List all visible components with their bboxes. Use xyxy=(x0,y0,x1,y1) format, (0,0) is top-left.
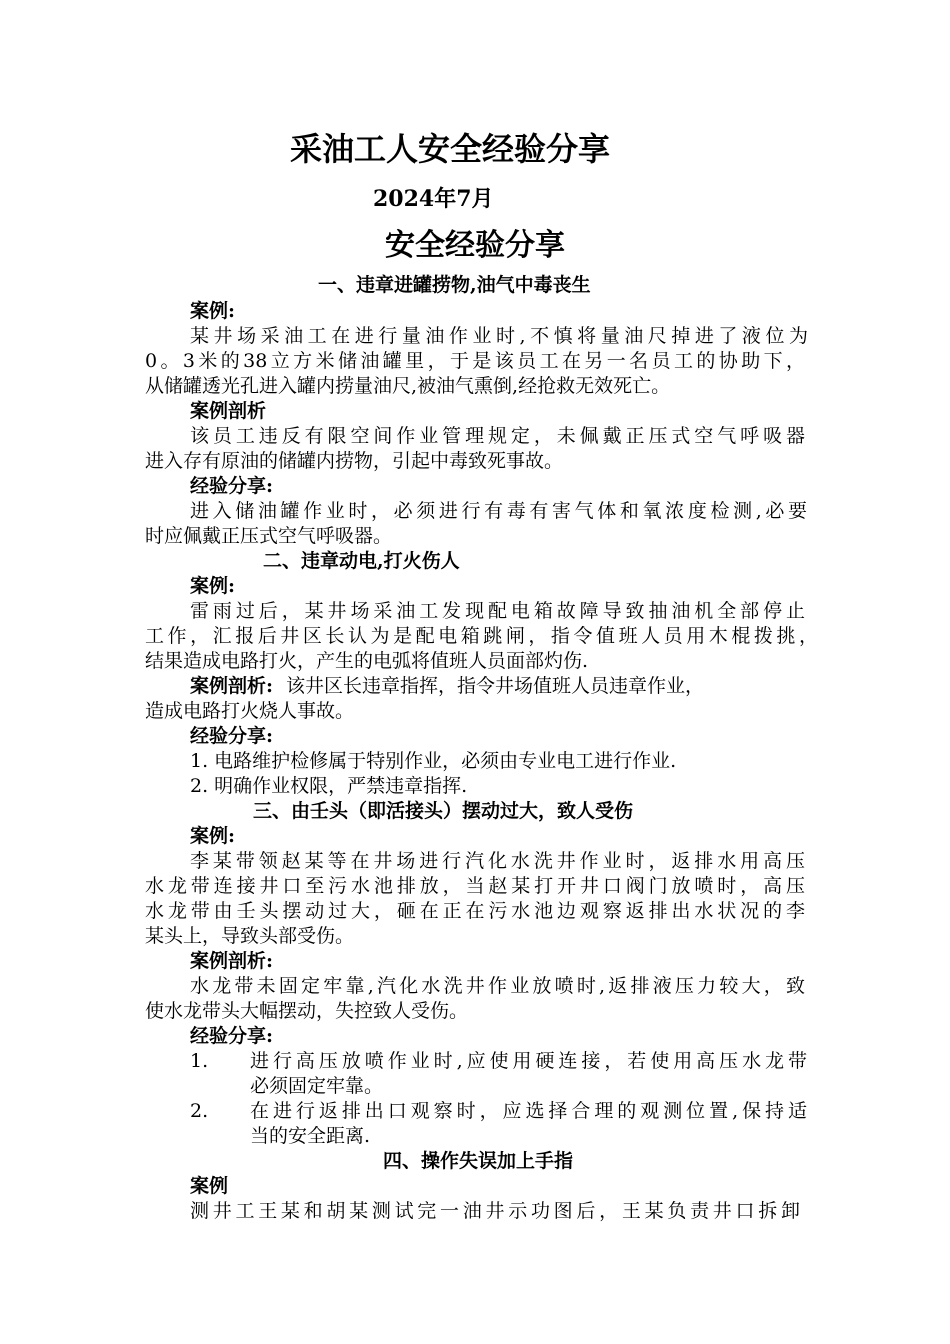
section3-case-line-3: 水龙带由壬头摆动过大，砸在正在污水池边观察返排出水状况的李 xyxy=(145,900,805,922)
section2-analysis-label: 案例剖析: xyxy=(190,675,274,697)
section3-analysis-line-1: 水龙带未固定牢靠,汽化水洗井作业放喷时,返排液压力较大，致 xyxy=(190,975,805,997)
list-number: 2. xyxy=(190,1100,209,1122)
section2-case-label: 案例: xyxy=(190,575,236,597)
section1-case-line-2: 0。3米的38立方米储油罐里，于是该员工在另一名员工的协助下， xyxy=(145,350,805,372)
section1-case-line-1: 某井场采油工在进行量油作业时,不慎将量油尺掉进了液位为 xyxy=(190,325,808,347)
section3-case-line-2: 水龙带连接井口至污水池排放，当赵某打开井口阀门放喷时，高压 xyxy=(145,875,805,897)
section2-share-label: 经验分享: xyxy=(190,725,274,747)
section3-heading: 三、由壬头（即活接头）摆动过大，致人受伤 xyxy=(253,800,634,822)
section3-analysis-line-2: 使水龙带头大幅摆动，失控致人受伤。 xyxy=(145,1000,469,1022)
section4-heading: 四、操作失误加上手指 xyxy=(383,1150,574,1172)
section2-share-item-2: 2. 明确作业权限，严禁违章指挥. xyxy=(190,775,468,797)
section3-share-label: 经验分享: xyxy=(190,1025,274,1047)
section4-case-line-1: 测井工王某和胡某测试完一油井示功图后，王某负责井口拆卸 xyxy=(190,1200,800,1222)
section3-analysis-label: 案例剖析: xyxy=(190,950,274,972)
section1-share-label: 经验分享: xyxy=(190,475,274,497)
section1-case-label: 案例: xyxy=(190,300,236,322)
section2-share-item-1: 1. 电路维护检修属于特别作业，必须由专业电工进行作业. xyxy=(190,750,677,772)
section2-analysis-line-2: 造成电路打火烧人事故。 xyxy=(145,700,355,722)
section1-case-line-3: 从储罐透光孔进入罐内捞量油尺,被油气熏倒,经抢救无效死亡。 xyxy=(145,375,671,397)
section3-case-line-1: 李某带领赵某等在井场进行汽化水洗井作业时，返排水用高压 xyxy=(190,850,805,872)
list-text-line: 进行高压放喷作业时,应使用硬连接，若使用高压水龙带 xyxy=(250,1050,807,1072)
section2-case-line-3: 结果造成电路打火，产生的电弧将值班人员面部灼伤. xyxy=(145,650,589,672)
section1-analysis-label: 案例剖析 xyxy=(190,400,267,422)
section1-heading: 一、违章进罐捞物,油气中毒丧生 xyxy=(318,274,591,296)
section2-case-line-2: 工作，汇报后井区长认为是配电箱跳闸，指令值班人员用木棍拨挑， xyxy=(145,625,818,647)
list-number: 1. xyxy=(190,1050,209,1072)
section2-analysis-first: 该井区长违章指挥，指令井场值班人员违章作业， xyxy=(286,675,705,697)
section1-analysis-line-2: 进入存有原油的储罐内捞物，引起中毒致死事故。 xyxy=(145,450,564,472)
document-date: 2024年7月 xyxy=(373,186,494,212)
document-title: 采油工人安全经验分享 xyxy=(289,130,610,168)
document-subtitle: 安全经验分享 xyxy=(385,228,565,263)
list-text-line: 在进行返排出口观察时，应选择合理的观测位置,保持适 xyxy=(250,1100,807,1122)
section3-case-line-4: 某头上，导致头部受伤。 xyxy=(145,925,355,947)
section2-case-line-1: 雷雨过后，某井场采油工发现配电箱故障导致抽油机全部停止 xyxy=(190,600,805,622)
section3-case-label: 案例: xyxy=(190,825,236,847)
section1-share-line-1: 进入储油罐作业时，必须进行有毒有害气体和氧浓度检测,必要 xyxy=(190,500,807,522)
section1-analysis-line-1: 该员工违反有限空间作业管理规定，未佩戴正压式空气呼吸器 xyxy=(190,425,805,447)
list-text-line: 必须固定牢靠。 xyxy=(250,1075,384,1097)
list-text-line: 当的安全距离. xyxy=(250,1125,371,1147)
section2-heading: 二、违章动电,打火伤人 xyxy=(263,550,460,572)
section4-case-label: 案例 xyxy=(190,1175,229,1197)
section1-share-line-2: 时应佩戴正压式空气呼吸器。 xyxy=(145,525,393,547)
